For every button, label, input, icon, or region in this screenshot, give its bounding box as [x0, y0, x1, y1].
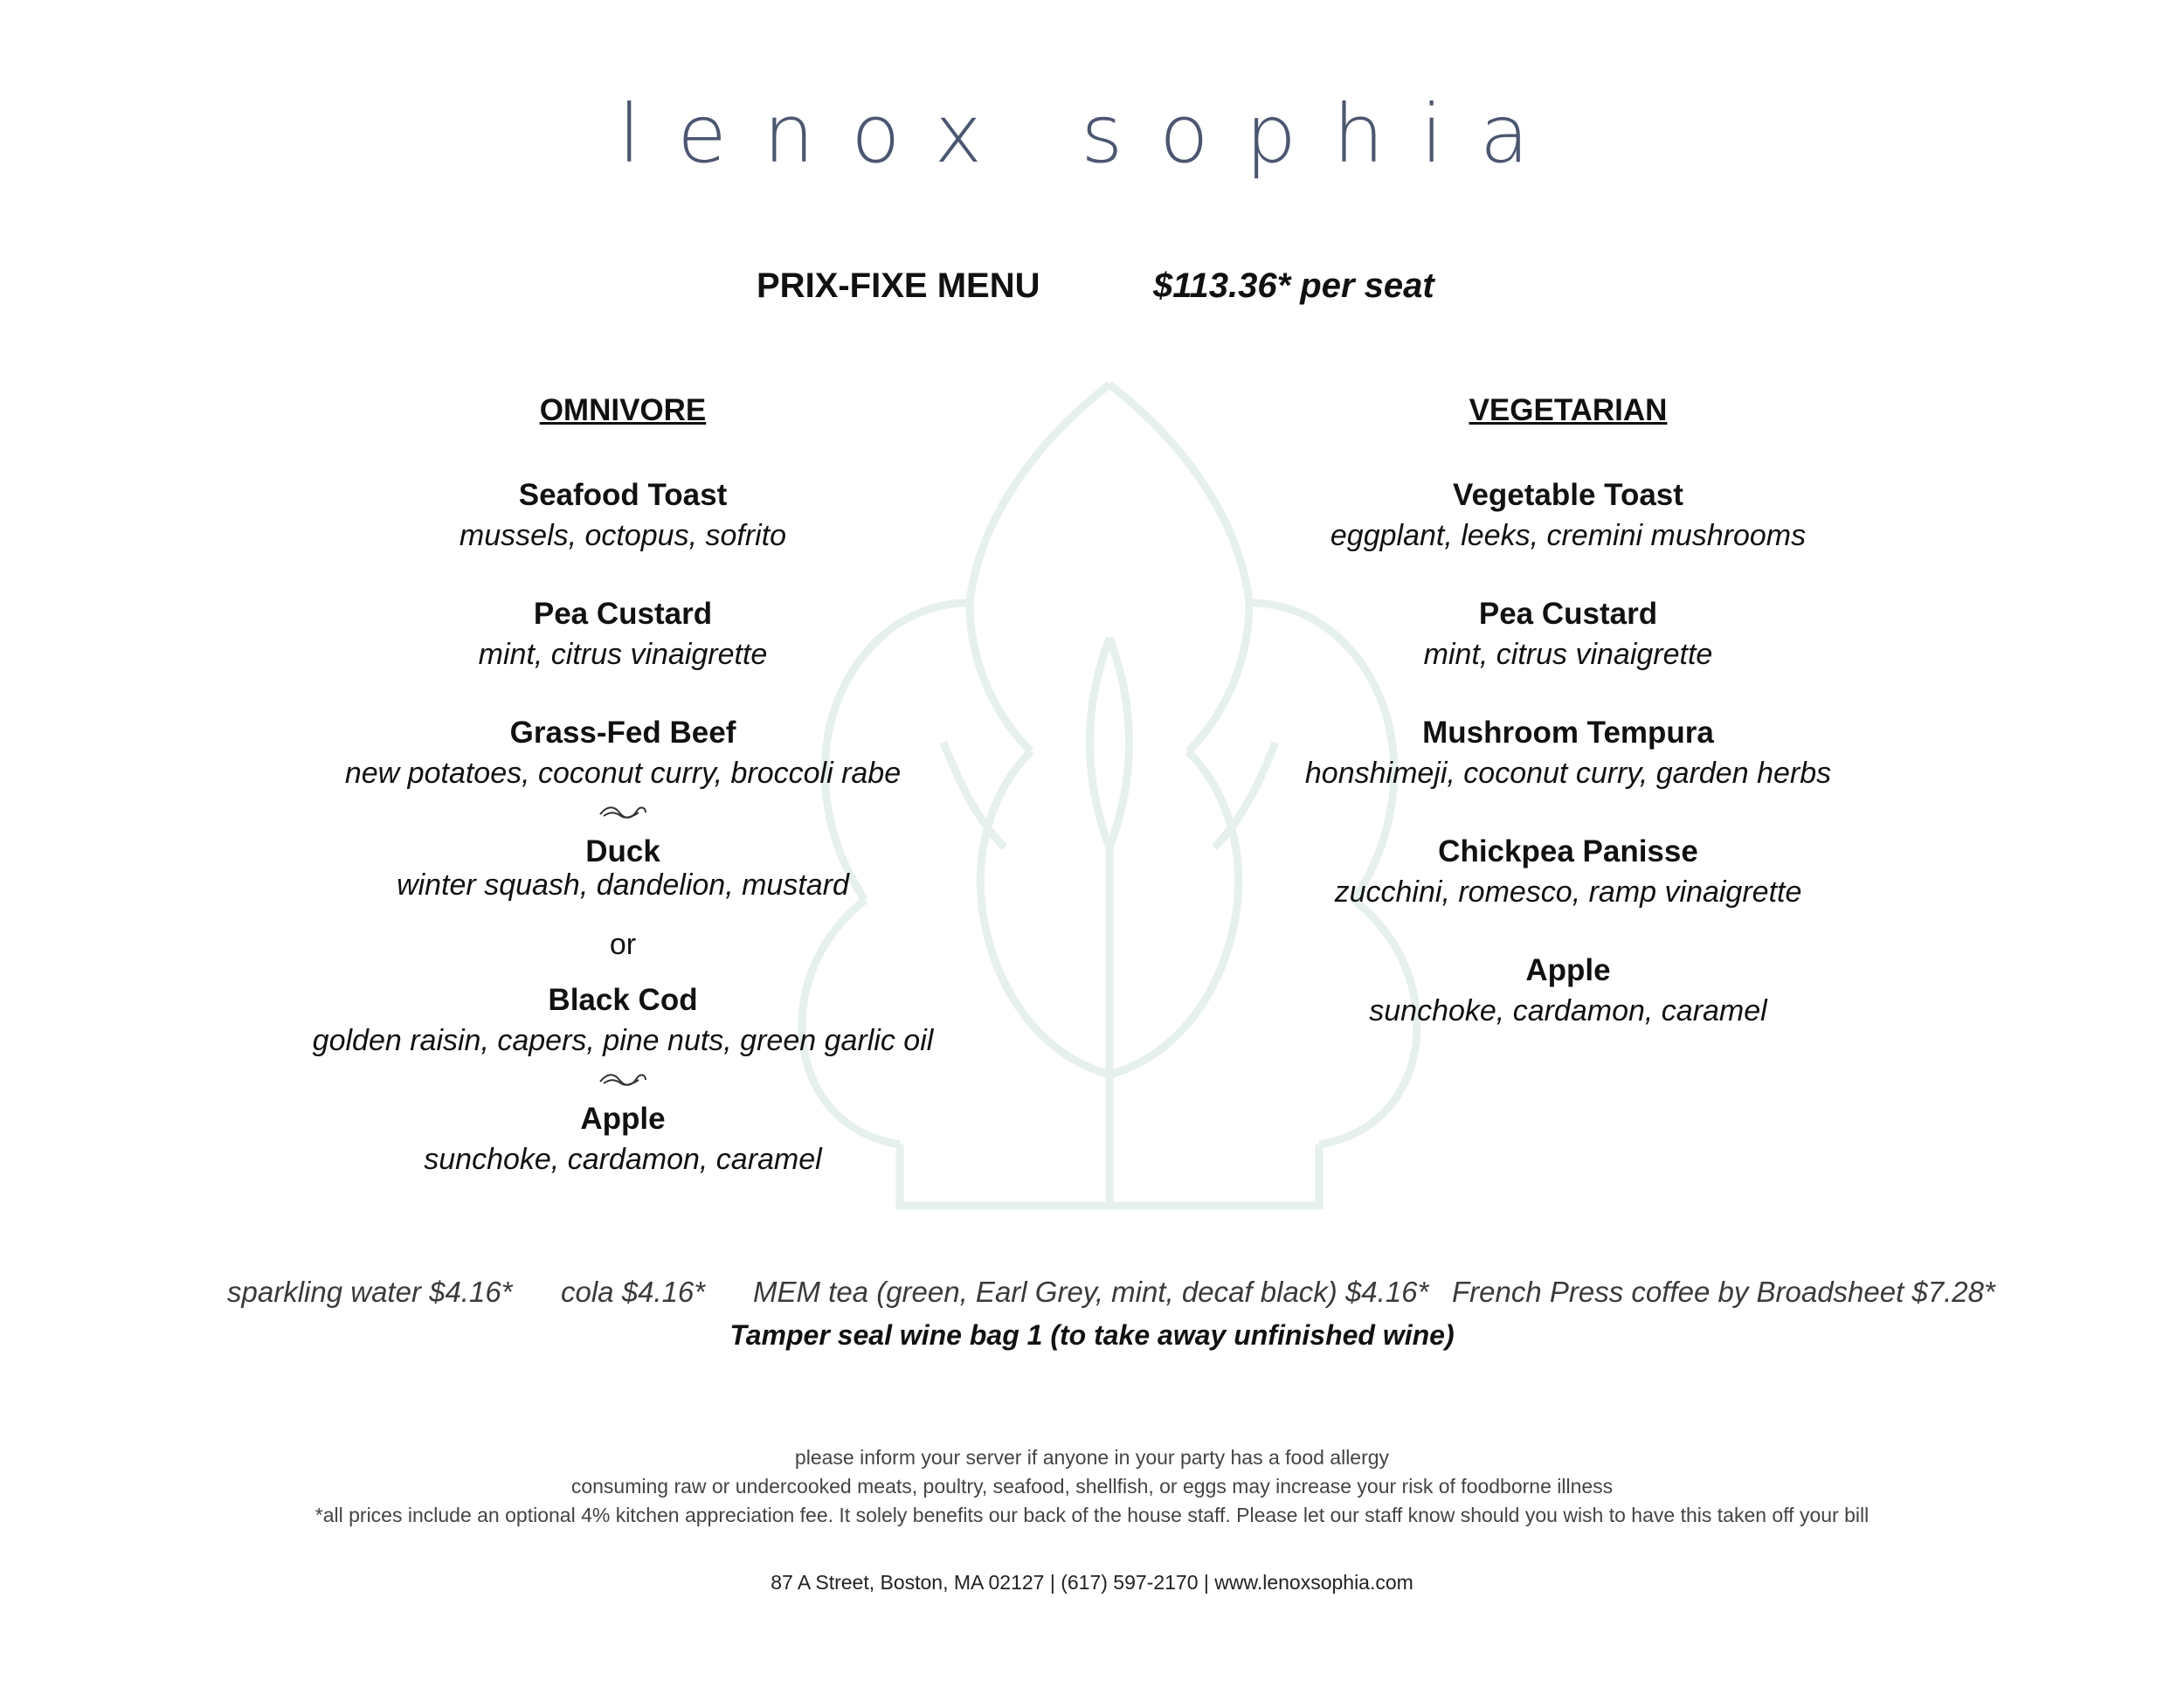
course-description: honshimeji, coconut curry, garden herbs: [1304, 757, 1832, 790]
vegetarian-column: [1219, 391, 1918, 1069]
course-name: Grass-Fed Beef: [509, 716, 736, 750]
flourish-divider-icon: [273, 1069, 972, 1094]
course-item: [1219, 832, 1918, 912]
vegetarian-heading: VEGETARIAN: [1469, 393, 1668, 427]
course-name: Chickpea Panisse: [1438, 834, 1698, 868]
course-item: [273, 713, 972, 793]
course-name: Apple: [1525, 953, 1611, 987]
course-description: mint, citrus vinaigrette: [478, 638, 768, 671]
course-description: mint, citrus vinaigrette: [1423, 638, 1713, 671]
course-name: Pea Custard: [1478, 597, 1658, 631]
course-name: Black Cod: [548, 983, 698, 1017]
contact-footer: 87 A Street, Boston, MA 02127 | (617) 597-2170 | www.lenoxsophia.com: [771, 1571, 1413, 1594]
brand-logo-text: lenox sophia: [618, 87, 1566, 181]
course-description: golden raisin, capers, pine nuts, green garlic oil: [312, 1024, 934, 1057]
drink-sparkling-water: sparkling water $4.16*: [227, 1276, 513, 1308]
course-description: winter squash, dandelion, mustard: [397, 868, 849, 902]
menu-price: $113.36* per seat: [1153, 266, 1434, 305]
course-name: Duck: [585, 834, 660, 868]
course-item: [273, 475, 972, 556]
course-description: eggplant, leeks, cremini mushrooms: [1330, 519, 1807, 552]
allergy-note: please inform your server if anyone in your party has a food allergy: [794, 1446, 1390, 1469]
course-item: [273, 980, 972, 1061]
course-name: Apple: [580, 1102, 666, 1136]
raw-food-warning: consuming raw or undercooked meats, poultry, seafood, shellfish, or eggs may increase your risk of foodborne illness: [570, 1475, 1614, 1498]
drink-coffee: French Press coffee by Broadsheet $7.28*: [1452, 1276, 1995, 1308]
course-item: [273, 1099, 972, 1180]
course-item: [273, 832, 972, 905]
course-item: [273, 594, 972, 675]
course-description: new potatoes, coconut curry, broccoli rabe: [344, 757, 902, 790]
menu-title: PRIX-FIXE MENU: [757, 266, 1040, 305]
course-name: Pea Custard: [533, 597, 713, 631]
omnivore-column: [273, 391, 972, 1218]
course-description: zucchini, romesco, ramp vinaigrette: [1334, 875, 1802, 909]
omnivore-heading: OMNIVORE: [539, 393, 707, 427]
kitchen-fee-note: *all prices include an optional 4% kitchen appreciation fee. It solely benefits our back of the house staff. Please let our staff know should you wish to have this taken off your bill: [314, 1504, 1870, 1526]
course-name: Mushroom Tempura: [1422, 716, 1714, 750]
disclaimer-notes: [0, 1443, 2184, 1530]
course-item: [1219, 594, 1918, 675]
course-item: [1219, 713, 1918, 793]
course-item: [1219, 475, 1918, 556]
course-description: sunchoke, cardamon, caramel: [424, 1143, 822, 1176]
course-name: Vegetable Toast: [1453, 478, 1683, 512]
drink-cola: cola $4.16*: [561, 1276, 706, 1308]
wine-bag-note: Tamper seal wine bag 1 (to take away unfinished wine): [729, 1319, 1455, 1351]
course-description: mussels, octopus, sofrito: [459, 519, 787, 552]
or-separator: or: [609, 928, 637, 961]
course-item: [1219, 951, 1918, 1031]
drink-tea: MEM tea (green, Earl Grey, mint, decaf black) $4.16*: [753, 1276, 1429, 1308]
course-description: sunchoke, cardamon, caramel: [1369, 994, 1767, 1027]
course-name: Seafood Toast: [518, 478, 728, 512]
flourish-divider-icon: [273, 802, 972, 827]
